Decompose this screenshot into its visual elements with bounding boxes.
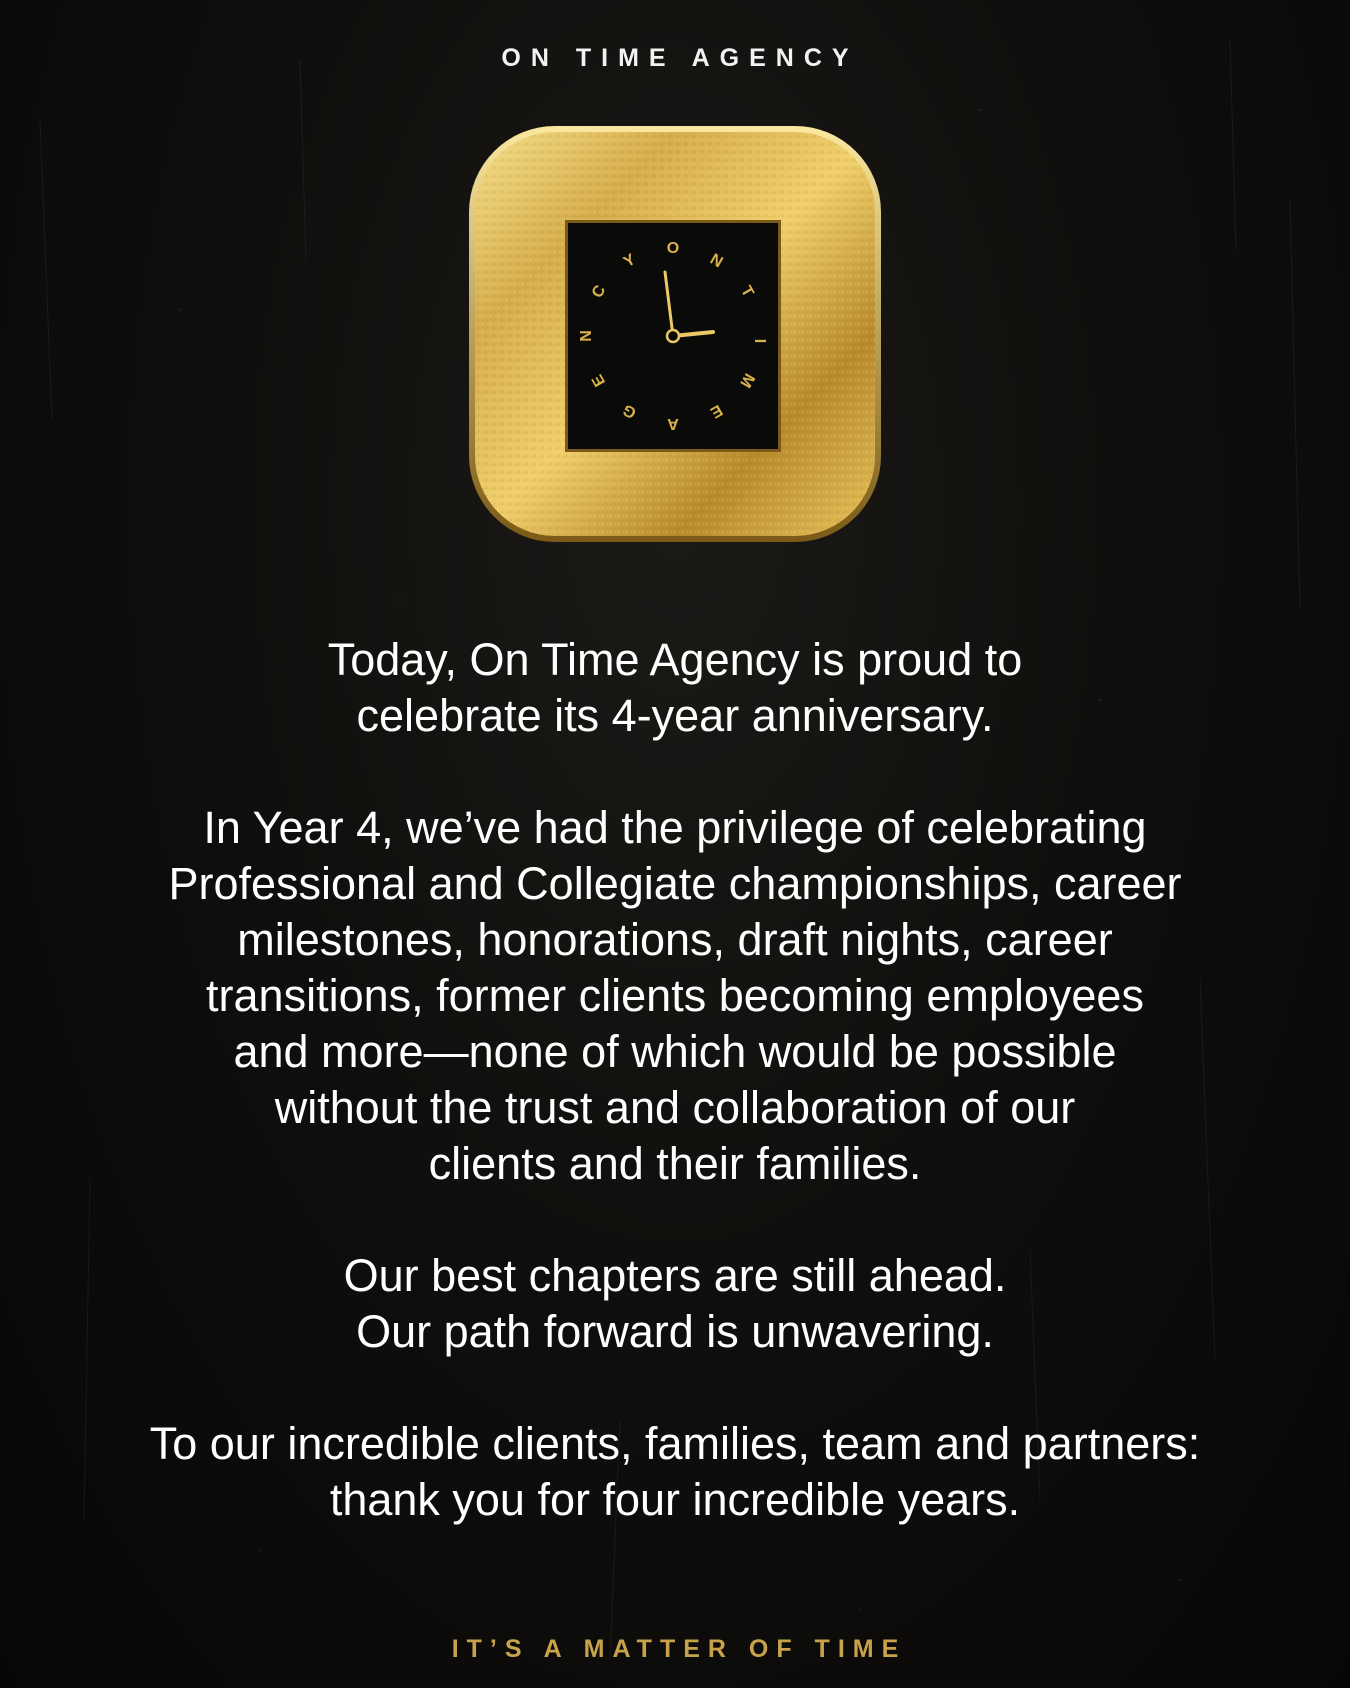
gold-clock-logo-icon <box>465 122 885 546</box>
message-line: Our path forward is unwavering. <box>356 1306 994 1357</box>
message-line: transitions, former clients becoming employees <box>206 970 1144 1021</box>
clock-dial-letter: E <box>589 371 610 390</box>
clock-dial-letter: A <box>667 415 679 432</box>
message-paragraph-thanks <box>40 1416 1310 1528</box>
anniversary-message <box>40 632 1310 1584</box>
message-line: To our incredible clients, families, team and partners: <box>149 1418 1201 1469</box>
message-line: milestones, honorations, draft nights, career <box>237 914 1113 965</box>
message-line: and more—none of which would be possible <box>233 1026 1117 1077</box>
clock-dial-letter: N <box>706 250 726 272</box>
brand-title: ON TIME AGENCY <box>501 44 859 72</box>
clock-dial-letter: O <box>666 240 680 257</box>
message-line: Our best chapters are still ahead. <box>343 1250 1007 1301</box>
clock-dial-letter: M <box>736 370 758 391</box>
clock-dial-letter: T <box>737 283 757 301</box>
clock-dial-letter: E <box>707 400 726 421</box>
message-line: celebrate its 4-year anniversary. <box>356 690 994 741</box>
message-line: Today, On Time Agency is proud to <box>327 634 1023 685</box>
message-line: Professional and Collegiate championships, career <box>168 858 1182 909</box>
clock-dial-letter: N <box>578 330 595 342</box>
tagline: IT’S A MATTER OF TIME <box>451 1635 907 1663</box>
message-paragraph-future <box>40 1248 1310 1360</box>
message-paragraph-intro <box>40 632 1310 744</box>
message-paragraph-year-4 <box>40 800 1310 1192</box>
message-line: clients and their families. <box>428 1138 922 1189</box>
clock-dial-letter: I <box>751 338 768 344</box>
message-line: without the trust and collaboration of our <box>274 1082 1076 1133</box>
message-line: In Year 4, we’ve had the privilege of celebrating <box>203 802 1147 853</box>
clock-dial-letter: Y <box>620 251 639 272</box>
clock-dial-letter: C <box>588 282 610 302</box>
message-line: thank you for four incredible years. <box>329 1474 1021 1525</box>
clock-dial-letter: G <box>620 400 640 422</box>
